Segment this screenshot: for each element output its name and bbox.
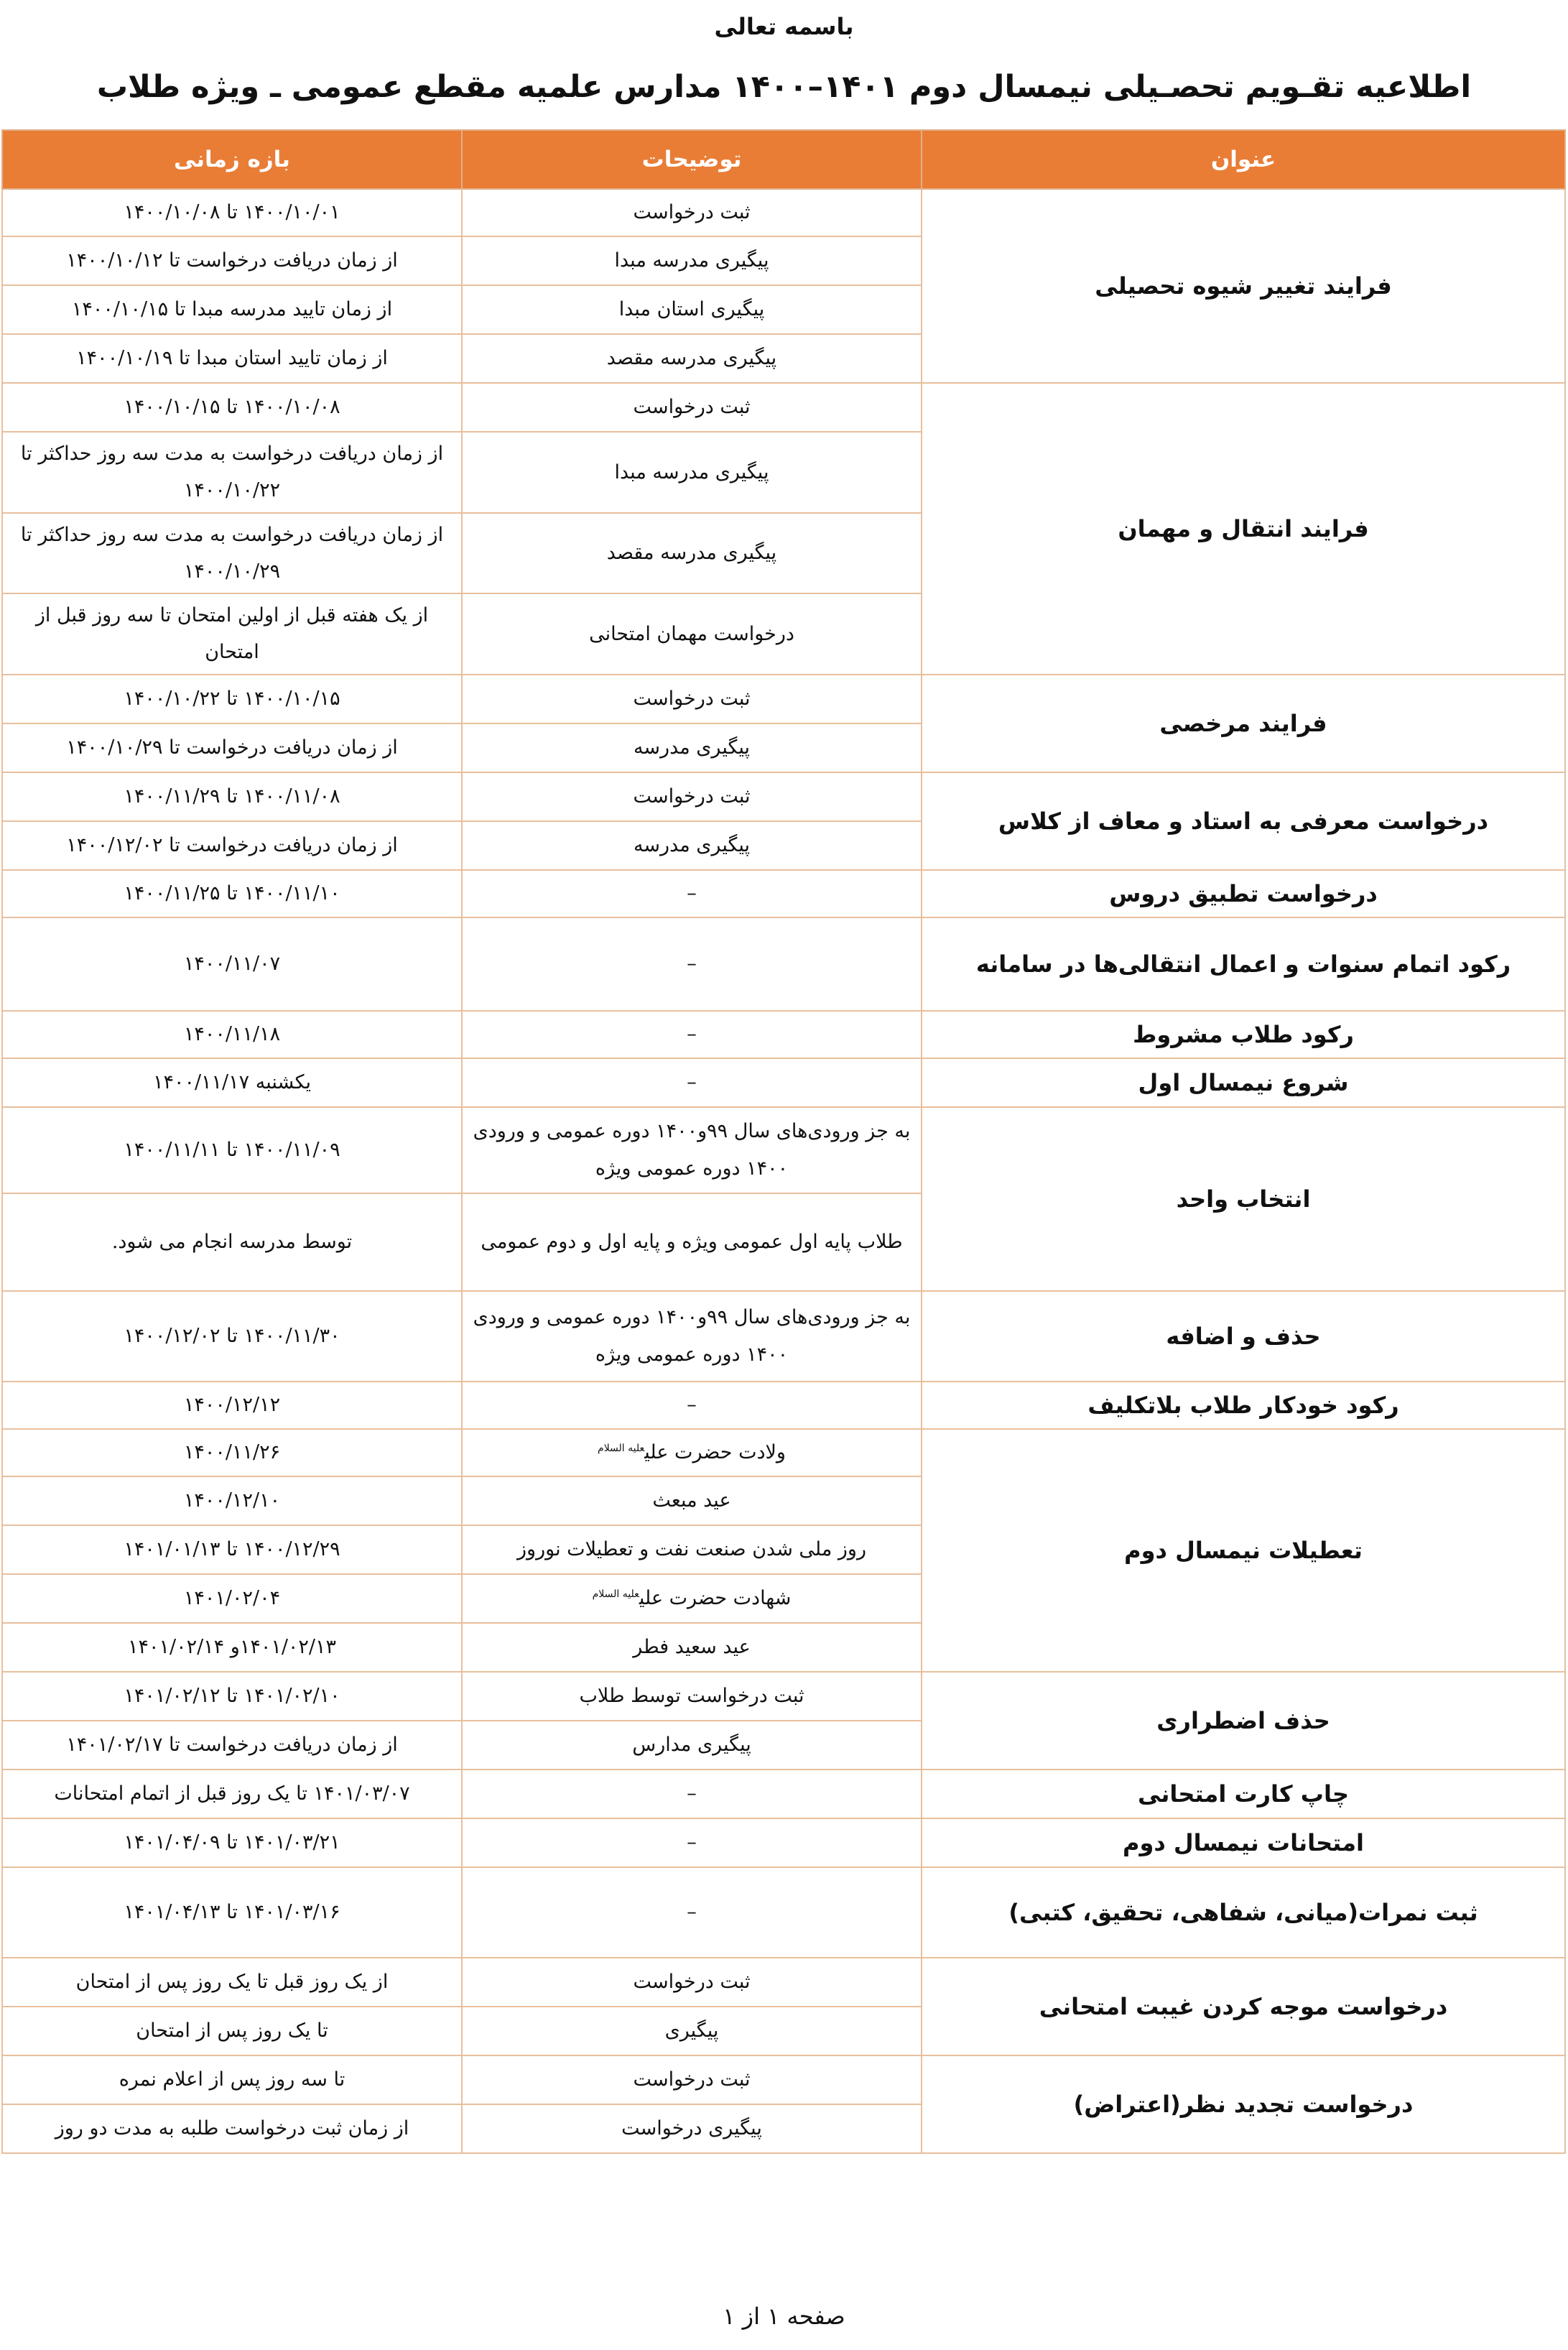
row-period: از زمان دریافت درخواست به مدت سه روز حداکثر تا ۱۴۰۰/۱۰/۲۹ [2, 513, 462, 594]
row-title: تعطیلات نیمسال دوم [922, 1429, 1565, 1672]
description-text: پیگیری مدرسه [633, 736, 751, 759]
description-text: ولادت حضرت علی [644, 1441, 786, 1464]
description-text: پیگیری [664, 2020, 719, 2043]
description-text: ثبت درخواست [633, 688, 751, 711]
table-row [2, 1291, 1565, 1382]
row-description [462, 821, 922, 870]
row-description [462, 383, 922, 432]
row-description [462, 1818, 922, 1867]
row-title: رکود طلاب مشروط [922, 1011, 1565, 1058]
row-period: ۱۴۰۰/۱۱/۰۸ تا ۱۴۰۰/۱۱/۲۹ [2, 772, 462, 821]
table-row [2, 1958, 1565, 2007]
row-description [462, 917, 922, 1011]
table-row [2, 2055, 1565, 2104]
row-description [462, 675, 922, 723]
row-title: رکود خودکار طلاب بلاتکلیف [922, 1382, 1565, 1429]
column-header-title: عنوان [922, 130, 1565, 189]
description-text: ثبت درخواست [633, 396, 751, 419]
row-description [462, 1672, 922, 1721]
row-title: امتحانات نیمسال دوم [922, 1818, 1565, 1867]
description-text: – [687, 1782, 697, 1805]
table-row [2, 383, 1565, 432]
row-period: تا سه روز پس از اعلام نمره [2, 2055, 462, 2104]
row-description [462, 1476, 922, 1525]
row-title: انتخاب واحد [922, 1107, 1565, 1291]
row-description [462, 593, 922, 675]
table-row [2, 675, 1565, 723]
row-title: فرایند تغییر شیوه تحصیلی [922, 189, 1565, 383]
row-period: ۱۴۰۰/۱۱/۰۷ [2, 917, 462, 1011]
table-header-row [2, 130, 1565, 189]
row-title: چاپ کارت امتحانی [922, 1770, 1565, 1818]
row-description [462, 285, 922, 334]
row-description [462, 1193, 922, 1291]
row-period: یکشنبه ۱۴۰۰/۱۱/۱۷ [2, 1058, 462, 1107]
row-period: از زمان دریافت درخواست تا ۱۴۰۰/۱۰/۲۹ [2, 723, 462, 772]
honorific-superscript: علیه السلام [598, 1443, 645, 1455]
row-title: درخواست تجدید نظر(اعتراض) [922, 2055, 1565, 2153]
row-period: ۱۴۰۰/۱۰/۱۵ تا ۱۴۰۰/۱۰/۲۲ [2, 675, 462, 723]
table-row [2, 772, 1565, 821]
calendar-body [2, 189, 1565, 2153]
row-description [462, 1382, 922, 1429]
row-period: ۱۴۰۱/۰۲/۰۴ [2, 1574, 462, 1623]
row-period: ۱۴۰۰/۱۱/۰۹ تا ۱۴۰۰/۱۱/۱۱ [2, 1107, 462, 1193]
description-text: – [687, 1831, 697, 1854]
row-period: ۱۴۰۰/۱۱/۱۰ تا ۱۴۰۰/۱۱/۲۵ [2, 870, 462, 917]
description-text: شهادت حضرت علی [639, 1587, 792, 1610]
column-header-period: بازه زمانی [2, 130, 462, 189]
row-description [462, 1867, 922, 1958]
row-period: از زمان تایید استان مبدا تا ۱۴۰۰/۱۰/۱۹ [2, 334, 462, 383]
row-period: ۱۴۰۱/۰۲/۱۰ تا ۱۴۰۱/۰۲/۱۲ [2, 1672, 462, 1721]
row-description [462, 334, 922, 383]
page-number: صفحه ۱ از ۱ [723, 2303, 845, 2330]
row-description [462, 1107, 922, 1193]
row-description [462, 1721, 922, 1770]
description-text: ثبت درخواست [633, 201, 751, 224]
description-text: پیگیری مدرسه مبدا [614, 461, 769, 484]
table-row [2, 1672, 1565, 1721]
row-description [462, 1623, 922, 1672]
table-row [2, 1818, 1565, 1867]
page-title: اطلاعیه تقـویم تحصـیلی نیمسال دوم ۱۴۰۱–۱۴۰۰ مدارس علمیه مقطع عمومی ـ ویژه طلاب [96, 69, 1472, 105]
row-description [462, 1958, 922, 2007]
description-text: روز ملی شدن صنعت نفت و تعطیلات نوروز [517, 1538, 866, 1561]
row-period: تا یک روز پس از امتحان [2, 2007, 462, 2055]
row-description [462, 513, 922, 594]
description-text: – [687, 1023, 697, 1046]
row-description [462, 723, 922, 772]
row-description [462, 2055, 922, 2104]
description-text: پیگیری مدرسه مقصد [606, 542, 777, 565]
basmala-heading: باسمه تعالی [714, 13, 854, 40]
row-period: ۱۴۰۰/۱۰/۰۱ تا ۱۴۰۰/۱۰/۰۸ [2, 189, 462, 236]
row-period: ۱۴۰۱/۰۳/۲۱ تا ۱۴۰۱/۰۴/۰۹ [2, 1818, 462, 1867]
description-text: طلاب پایه اول عمومی ویژه و پایه اول و دوم عمومی [481, 1231, 903, 1254]
row-period: ۱۴۰۱/۰۲/۱۳و ۱۴۰۱/۰۲/۱۴ [2, 1623, 462, 1672]
table-row [2, 1867, 1565, 1958]
row-period: از زمان ثبت درخواست طلبه به مدت دو روز [2, 2104, 462, 2153]
row-period: ۱۴۰۰/۱۱/۲۶ [2, 1429, 462, 1476]
row-title: فرایند انتقال و مهمان [922, 383, 1565, 675]
table-row [2, 1770, 1565, 1818]
row-period: ۱۴۰۰/۱۲/۲۹ تا ۱۴۰۱/۰۱/۱۳ [2, 1525, 462, 1574]
row-description [462, 236, 922, 285]
table-row [2, 870, 1565, 917]
row-period: از زمان تایید مدرسه مبدا تا ۱۴۰۰/۱۰/۱۵ [2, 285, 462, 334]
description-text: پیگیری مدرسه مبدا [614, 249, 769, 272]
row-period: از یک روز قبل تا یک روز پس از امتحان [2, 1958, 462, 2007]
row-title: شروع نیمسال اول [922, 1058, 1565, 1107]
column-header-description: توضیحات [462, 130, 922, 189]
row-title: درخواست تطبیق دروس [922, 870, 1565, 917]
row-description [462, 1574, 922, 1623]
description-text: ثبت درخواست [633, 2068, 751, 2091]
row-title: درخواست موجه کردن غیبت امتحانی [922, 1958, 1565, 2055]
description-text: ثبت درخواست توسط طلاب [579, 1685, 804, 1708]
row-description [462, 432, 922, 513]
row-title: رکود اتمام سنوات و اعمال انتقالی‌ها در سامانه [922, 917, 1565, 1011]
row-period: از زمان دریافت درخواست تا ۱۴۰۰/۱۰/۱۲ [2, 236, 462, 285]
row-period: از زمان دریافت درخواست تا ۱۴۰۰/۱۲/۰۲ [2, 821, 462, 870]
description-text: پیگیری مدرسه مقصد [606, 347, 777, 370]
row-period: ۱۴۰۰/۱۲/۱۲ [2, 1382, 462, 1429]
table-row [2, 1011, 1565, 1058]
description-text: ثبت درخواست [633, 1971, 751, 1994]
description-text: – [687, 953, 697, 976]
row-title: حذف اضطراری [922, 1672, 1565, 1770]
description-text: – [687, 1071, 697, 1094]
row-period: از یک هفته قبل از اولین امتحان تا سه روز قبل از امتحان [2, 593, 462, 675]
row-period: از زمان دریافت درخواست تا ۱۴۰۱/۰۲/۱۷ [2, 1721, 462, 1770]
row-period: ۱۴۰۱/۰۳/۰۷ تا یک روز قبل از اتمام امتحانات [2, 1770, 462, 1818]
row-period: ۱۴۰۰/۱۲/۱۰ [2, 1476, 462, 1525]
table-row [2, 1429, 1565, 1476]
description-text: – [687, 1394, 697, 1417]
description-text: به جز ورودی‌های سال ۹۹و۱۴۰۰ دوره عمومی و ورودی ۱۴۰۰ دوره عمومی ویژه [473, 1120, 911, 1180]
row-period: ۱۴۰۰/۱۱/۳۰ تا ۱۴۰۰/۱۲/۰۲ [2, 1291, 462, 1382]
table-row [2, 1058, 1565, 1107]
row-title: ثبت نمرات(میانی، شفاهی، تحقیق، کتبی) [922, 1867, 1565, 1958]
description-text: – [687, 1901, 697, 1924]
row-description [462, 189, 922, 236]
row-description [462, 2104, 922, 2153]
row-period: ۱۴۰۱/۰۳/۱۶ تا ۱۴۰۱/۰۴/۱۳ [2, 1867, 462, 1958]
row-title: فرایند مرخصی [922, 675, 1565, 772]
row-description [462, 1291, 922, 1382]
row-period: ۱۴۰۰/۱۱/۱۸ [2, 1011, 462, 1058]
description-text: ثبت درخواست [633, 785, 751, 808]
row-description [462, 772, 922, 821]
row-description [462, 1011, 922, 1058]
row-description [462, 870, 922, 917]
table-row [2, 1382, 1565, 1429]
table-row [2, 1107, 1565, 1193]
row-period: از زمان دریافت درخواست به مدت سه روز حداکثر تا ۱۴۰۰/۱۰/۲۲ [2, 432, 462, 513]
description-text: پیگیری استان مبدا [618, 298, 765, 321]
row-description [462, 1058, 922, 1107]
row-description [462, 2007, 922, 2055]
table-row [2, 917, 1565, 1011]
row-title: حذف و اضافه [922, 1291, 1565, 1382]
description-text: عید مبعث [652, 1489, 731, 1512]
description-text: درخواست مهمان امتحانی [589, 622, 794, 645]
description-text: پیگیری مدارس [632, 1734, 751, 1757]
description-text: – [687, 882, 697, 905]
table-row [2, 189, 1565, 236]
row-description [462, 1429, 922, 1476]
honorific-superscript: علیه السلام [592, 1588, 639, 1601]
row-description [462, 1525, 922, 1574]
description-text: به جز ورودی‌های سال ۹۹و۱۴۰۰ دوره عمومی و ورودی ۱۴۰۰ دوره عمومی ویژه [473, 1306, 911, 1366]
row-title: درخواست معرفی به استاد و معاف از کلاس [922, 772, 1565, 870]
description-text: عید سعید فطر [633, 1636, 751, 1659]
calendar-table [1, 129, 1566, 2154]
description-text: پیگیری مدرسه [633, 834, 751, 857]
description-text: پیگیری درخواست [621, 2117, 762, 2140]
row-period: توسط مدرسه انجام می شود. [2, 1193, 462, 1291]
row-period: ۱۴۰۰/۱۰/۰۸ تا ۱۴۰۰/۱۰/۱۵ [2, 383, 462, 432]
row-description [462, 1770, 922, 1818]
